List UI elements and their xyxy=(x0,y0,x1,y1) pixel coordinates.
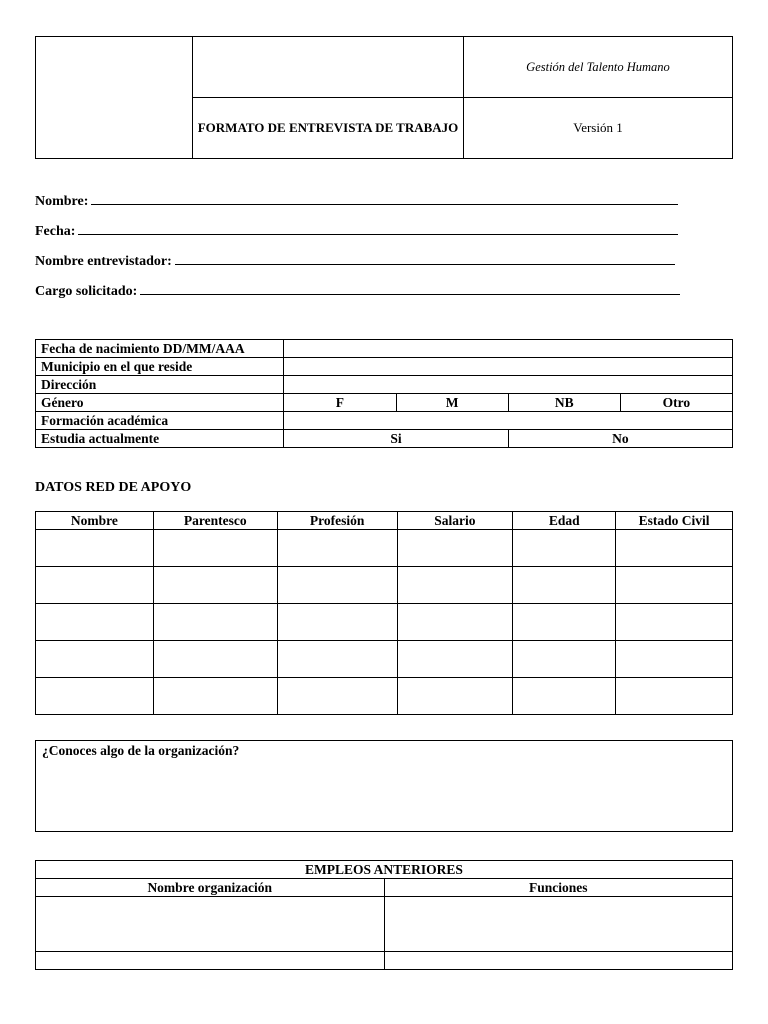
field-name[interactable] xyxy=(35,187,735,217)
column-header-marital-status: Estado Civil xyxy=(616,512,733,530)
table-cell[interactable] xyxy=(513,567,616,604)
column-header-functions: Funciones xyxy=(384,879,733,897)
studying-option-no[interactable]: No xyxy=(508,430,732,448)
table-cell[interactable] xyxy=(36,641,154,678)
education-cell[interactable] xyxy=(284,412,733,430)
municipality-cell[interactable] xyxy=(284,358,733,376)
birth-date-cell[interactable] xyxy=(284,340,733,358)
field-date-line[interactable] xyxy=(78,218,678,235)
table-row xyxy=(36,604,733,641)
table-cell[interactable] xyxy=(513,678,616,715)
table-header-row xyxy=(36,512,733,530)
field-date[interactable] xyxy=(35,217,735,247)
table-row xyxy=(36,567,733,604)
field-name-line[interactable] xyxy=(91,188,678,205)
table-title-row xyxy=(36,861,733,879)
column-header-organization: Nombre organización xyxy=(36,879,385,897)
logo-area xyxy=(36,37,193,159)
table-cell[interactable] xyxy=(397,641,513,678)
support-network-title: DATOS RED DE APOYO xyxy=(35,480,192,495)
education-label: Formación académica xyxy=(36,412,284,430)
table-cell[interactable] xyxy=(277,641,397,678)
organization-question-label: ¿Conoces algo de la organización? xyxy=(42,743,240,758)
table-cell[interactable] xyxy=(153,678,277,715)
table-cell[interactable] xyxy=(397,678,513,715)
field-interviewer-label: Nombre entrevistador: xyxy=(35,254,172,269)
table-cell[interactable] xyxy=(384,897,733,952)
department-name: Gestión del Talento Humano xyxy=(464,37,733,98)
field-position-line[interactable] xyxy=(140,278,680,295)
document-header xyxy=(35,36,733,159)
applicant-fields xyxy=(35,187,735,307)
table-row xyxy=(36,952,733,970)
table-cell[interactable] xyxy=(36,952,385,970)
gender-option-m[interactable]: M xyxy=(396,394,508,412)
table-cell[interactable] xyxy=(36,567,154,604)
table-cell[interactable] xyxy=(616,604,733,641)
birth-date-label: Fecha de nacimiento DD/MM/AAA xyxy=(36,340,284,358)
studying-option-yes[interactable]: Si xyxy=(284,430,508,448)
table-row xyxy=(36,530,733,567)
column-header-name: Nombre xyxy=(36,512,154,530)
document-title: FORMATO DE ENTREVISTA DE TRABAJO xyxy=(193,98,464,159)
field-interviewer-line[interactable] xyxy=(175,248,675,265)
table-cell[interactable] xyxy=(513,641,616,678)
support-network-table xyxy=(35,511,733,715)
table-row xyxy=(36,430,733,448)
table-cell[interactable] xyxy=(513,604,616,641)
address-label: Dirección xyxy=(36,376,284,394)
table-row xyxy=(36,394,733,412)
field-position[interactable] xyxy=(35,277,735,307)
table-cell[interactable] xyxy=(616,678,733,715)
table-cell[interactable] xyxy=(616,567,733,604)
table-cell[interactable] xyxy=(397,567,513,604)
table-cell[interactable] xyxy=(277,530,397,567)
gender-option-other[interactable]: Otro xyxy=(620,394,732,412)
table-row xyxy=(36,897,733,952)
table-row xyxy=(36,376,733,394)
table-row xyxy=(36,641,733,678)
previous-jobs-title: EMPLEOS ANTERIORES xyxy=(36,861,733,879)
table-cell[interactable] xyxy=(616,530,733,567)
personal-info-table xyxy=(35,339,733,448)
column-header-profession: Profesión xyxy=(277,512,397,530)
table-cell[interactable] xyxy=(153,641,277,678)
table-cell[interactable] xyxy=(513,530,616,567)
gender-label: Género xyxy=(36,394,284,412)
document-version: Versión 1 xyxy=(464,98,733,159)
field-name-label: Nombre: xyxy=(35,194,89,209)
table-cell[interactable] xyxy=(36,530,154,567)
header-blank-cell xyxy=(193,37,464,98)
municipality-label: Municipio en el que reside xyxy=(36,358,284,376)
table-cell[interactable] xyxy=(277,567,397,604)
organization-question-box[interactable] xyxy=(35,740,733,832)
table-cell[interactable] xyxy=(616,641,733,678)
gender-option-f[interactable]: F xyxy=(284,394,396,412)
field-interviewer[interactable] xyxy=(35,247,735,277)
table-header-row xyxy=(36,879,733,897)
table-cell[interactable] xyxy=(36,897,385,952)
table-cell[interactable] xyxy=(36,678,154,715)
table-cell[interactable] xyxy=(277,678,397,715)
table-cell[interactable] xyxy=(36,604,154,641)
table-cell[interactable] xyxy=(384,952,733,970)
table-cell[interactable] xyxy=(397,530,513,567)
table-row xyxy=(36,678,733,715)
table-row xyxy=(36,412,733,430)
address-cell[interactable] xyxy=(284,376,733,394)
studying-label: Estudia actualmente xyxy=(36,430,284,448)
field-date-label: Fecha: xyxy=(35,224,76,239)
table-cell[interactable] xyxy=(153,530,277,567)
table-row xyxy=(36,358,733,376)
column-header-salary: Salario xyxy=(397,512,513,530)
table-row xyxy=(36,340,733,358)
column-header-relationship: Parentesco xyxy=(153,512,277,530)
table-cell[interactable] xyxy=(153,604,277,641)
table-cell[interactable] xyxy=(397,604,513,641)
table-cell[interactable] xyxy=(153,567,277,604)
column-header-age: Edad xyxy=(513,512,616,530)
previous-jobs-table xyxy=(35,860,733,970)
field-position-label: Cargo solicitado: xyxy=(35,284,138,299)
table-cell[interactable] xyxy=(277,604,397,641)
gender-option-nb[interactable]: NB xyxy=(508,394,620,412)
